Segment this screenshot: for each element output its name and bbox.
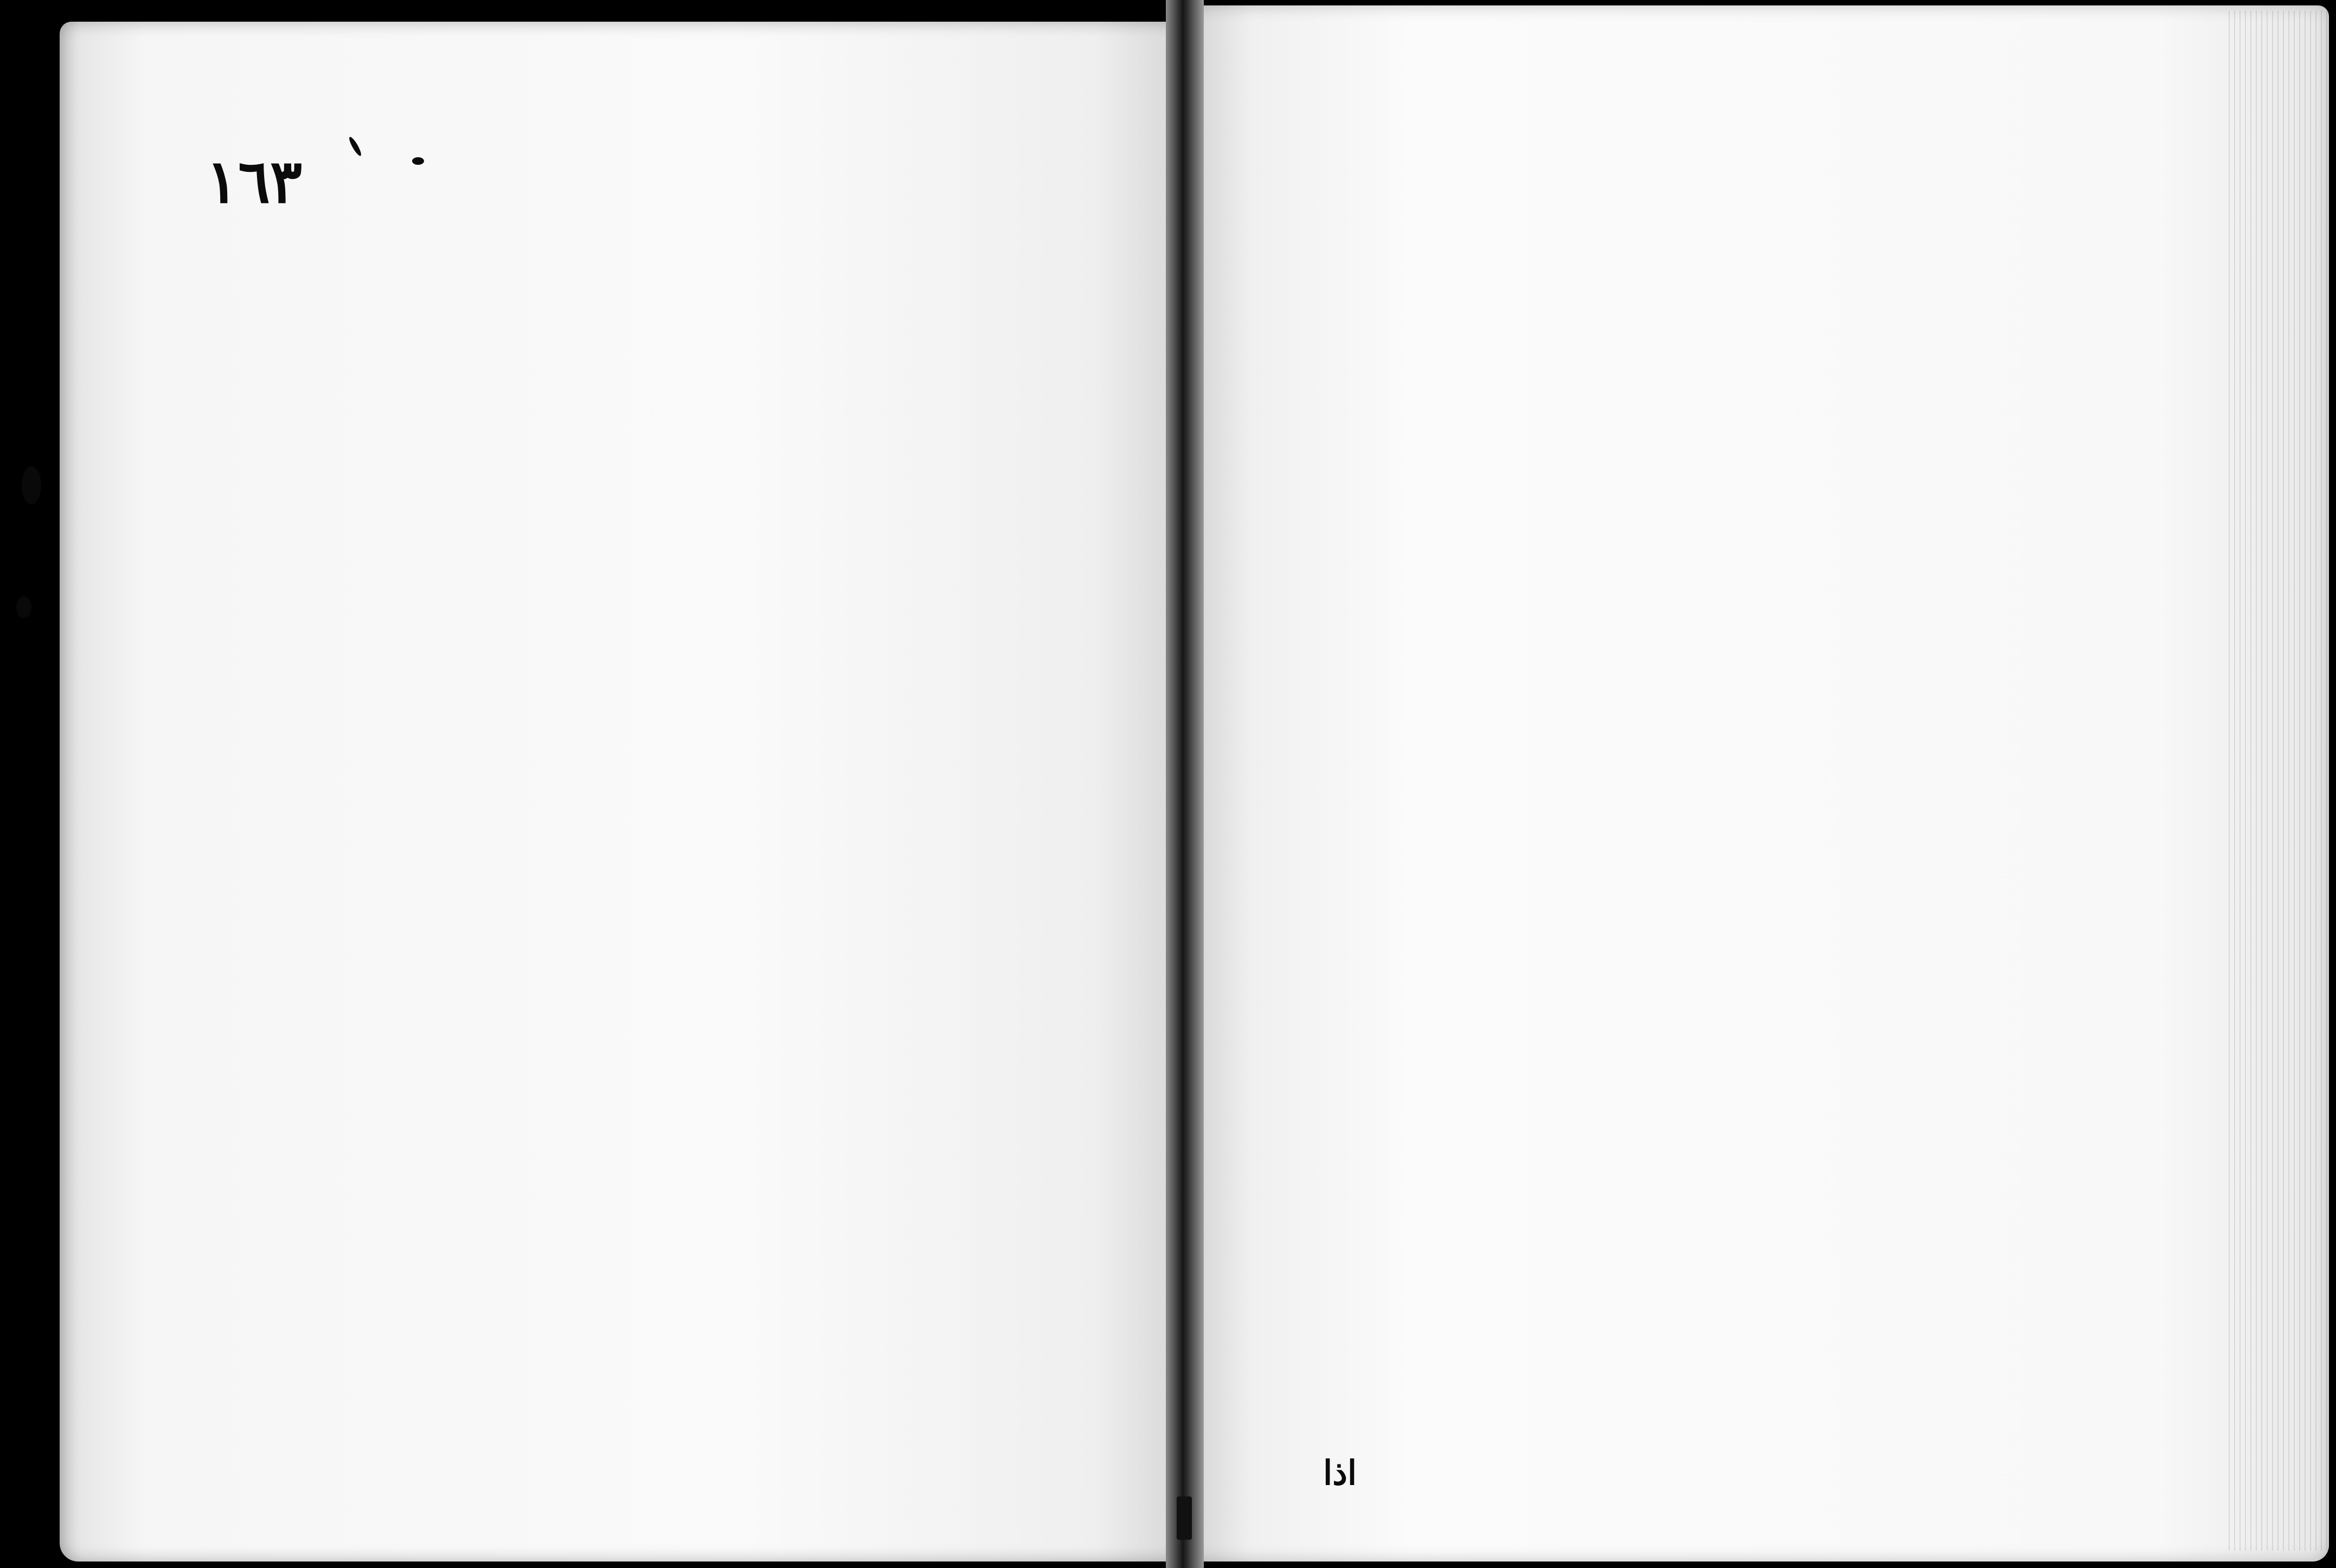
right-page [1182, 5, 2329, 1561]
folio-number: ١٦٣ [206, 146, 303, 216]
ink-stain [22, 466, 41, 504]
book-gutter [1166, 0, 1204, 1568]
left-page [60, 22, 1185, 1561]
catchword: اذا [1323, 1453, 1357, 1493]
ink-stain [16, 596, 31, 618]
right-fore-edge [2229, 11, 2329, 1551]
binding-thread [1177, 1496, 1192, 1540]
ink-mark [412, 157, 424, 165]
